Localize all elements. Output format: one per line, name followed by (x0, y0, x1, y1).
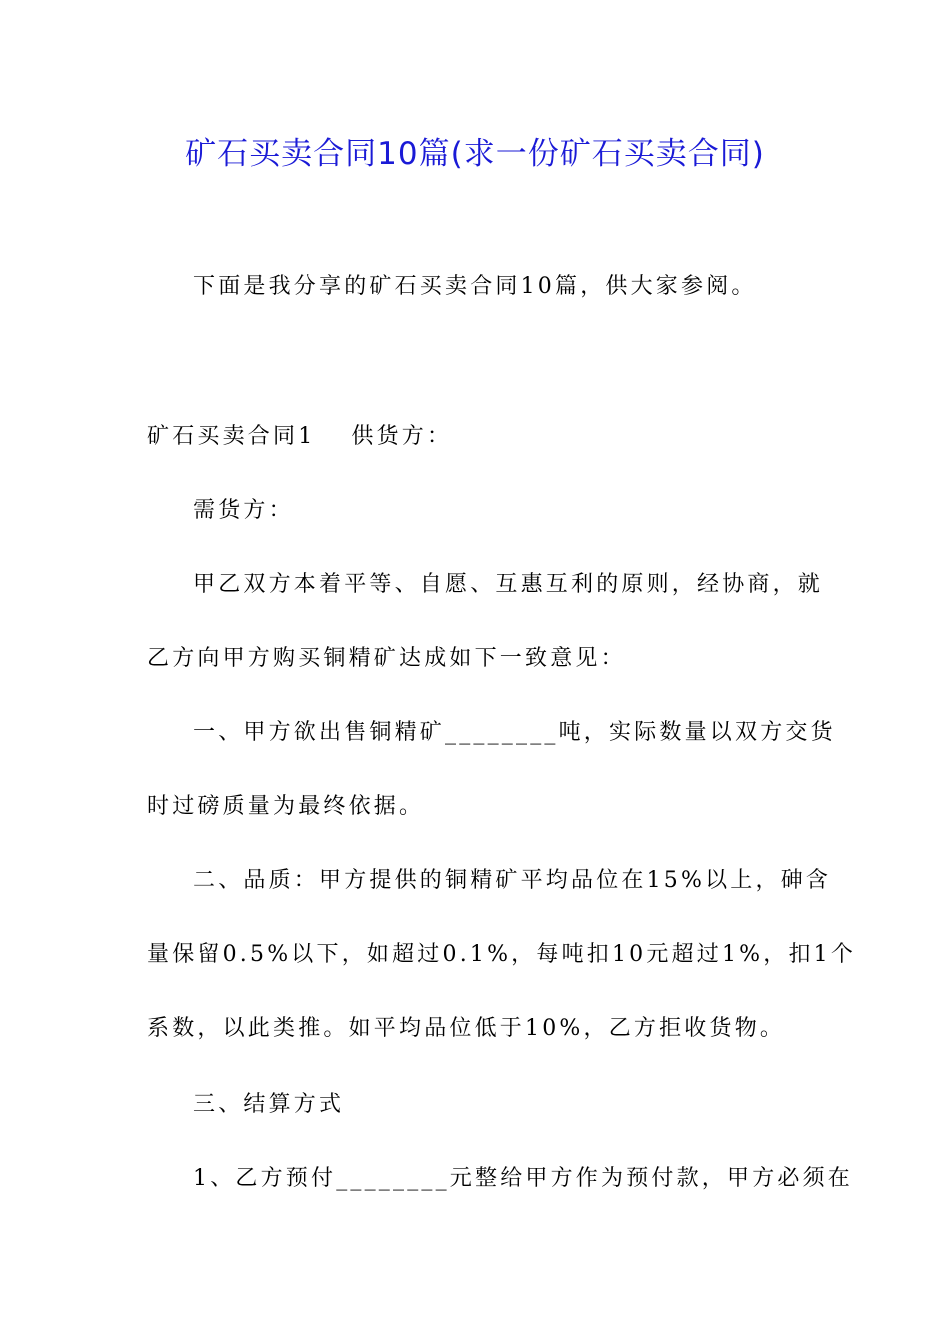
buyer-label: 需货方： (193, 498, 294, 523)
clause-2-line-1: 二、品质：甲方提供的铜精矿平均品位在15%以上，砷含 (193, 868, 832, 893)
clause-1-line-2: 时过磅质量为最终依据。 (147, 794, 425, 819)
clause-2-line-3: 系数，以此类推。如平均品位低于10%，乙方拒收货物。 (147, 1016, 786, 1041)
paragraph-1-line-2: 乙方向甲方购买铜精矿达成如下一致意见： (147, 646, 626, 671)
intro-paragraph: 下面是我分享的矿石买卖合同10篇，供大家参阅。 (193, 274, 757, 299)
paragraph-1-line-1: 甲乙双方本着平等、自愿、互惠互利的原则，经协商，就 (193, 572, 824, 597)
clause-1-line-1: 一、甲方欲出售铜精矿________吨，实际数量以双方交货 (193, 720, 836, 745)
clause-3-item-1-line-1: 1、乙方预付________元整给甲方作为预付款，甲方必须在 (193, 1166, 853, 1191)
supplier-label: 供货方： (351, 424, 453, 449)
clause-2-line-2: 量保留0.5%以下，如超过0.1%，每吨扣10元超过1%，扣1个 (147, 942, 857, 967)
document-title: 矿石买卖合同10篇(求一份矿石买卖合同) (185, 136, 765, 172)
section-heading-line (147, 422, 452, 452)
clause-3-heading: 三、结算方式 (193, 1092, 345, 1117)
section-heading: 矿石买卖合同1 (147, 424, 316, 449)
